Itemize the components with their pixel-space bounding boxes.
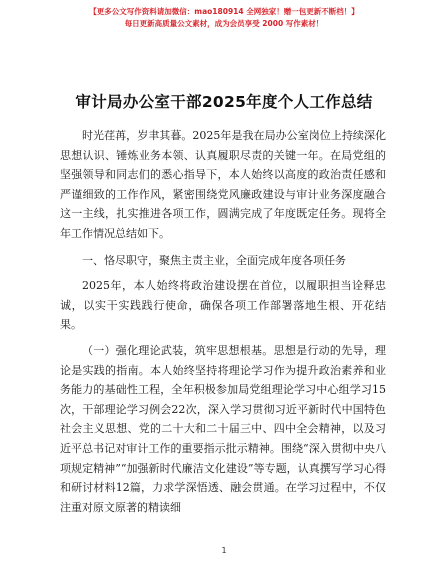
document-body: [60, 126, 386, 517]
section-heading: 一、恪尽职守，聚焦主责主业，全面完成年度各项任务: [82, 253, 346, 267]
document-title: 审计局办公室干部2025年度个人工作总结: [75, 93, 373, 111]
promo-line-1: 【更多公文写作资料请加微信：mao180914 全网独家！赠一包更新不断档！】: [89, 7, 359, 16]
paragraph-section-intro: 2025年，本人始终将政治建设摆在首位，以履职担当诠释忠诚，以实干实践践行使命，确保各项工作部署落地生根、开花结果。: [60, 279, 386, 332]
promo-banner: [0, 6, 448, 30]
page-number: 1: [221, 546, 227, 555]
paragraph-subsection-1: （一）强化理论武装，筑牢思想根基。思想是行动的先导，理论是实践的指南。本人始终坚持将理论学习作为提升政治素养和业务能力的基础性工程，全年积极参加局党组理论学习中心组学习15次，干部理论学习例会22次，深入学习贯彻习近平新时代中国特色社会主义思想、党的二十大和二十届三中、四中全会精神，以及习近平总书记对审计工作的重要指示批示精神。围绕“深入贯彻中央八项规定精神”“加强新时代廉洁文化建设”等专题，认真撰写学习心得和研讨材料12篇，力求学深悟透、融会贯通。在学习过程中，不仅注重对原文原著的精读细: [60, 343, 386, 514]
promo-line-2: 每日更新高质量公文素材，成为会员享受 2000 写作素材！: [124, 19, 324, 28]
paragraph-intro: 时光荏苒，岁聿其暮。2025年是我在局办公室岗位上持续深化思想认识、锤炼业务本领、认真履职尽责的关键一年。在局党组的坚强领导和同志们的悉心指导下，本人始终以高度的政治责任感和严谨细致的工作作风，紧密围绕党风廉政建设与审计业务深度融合这一主线，扎实推进各项工作，圆满完成了年度既定任务。现将全年工作情况总结如下。: [60, 129, 386, 240]
